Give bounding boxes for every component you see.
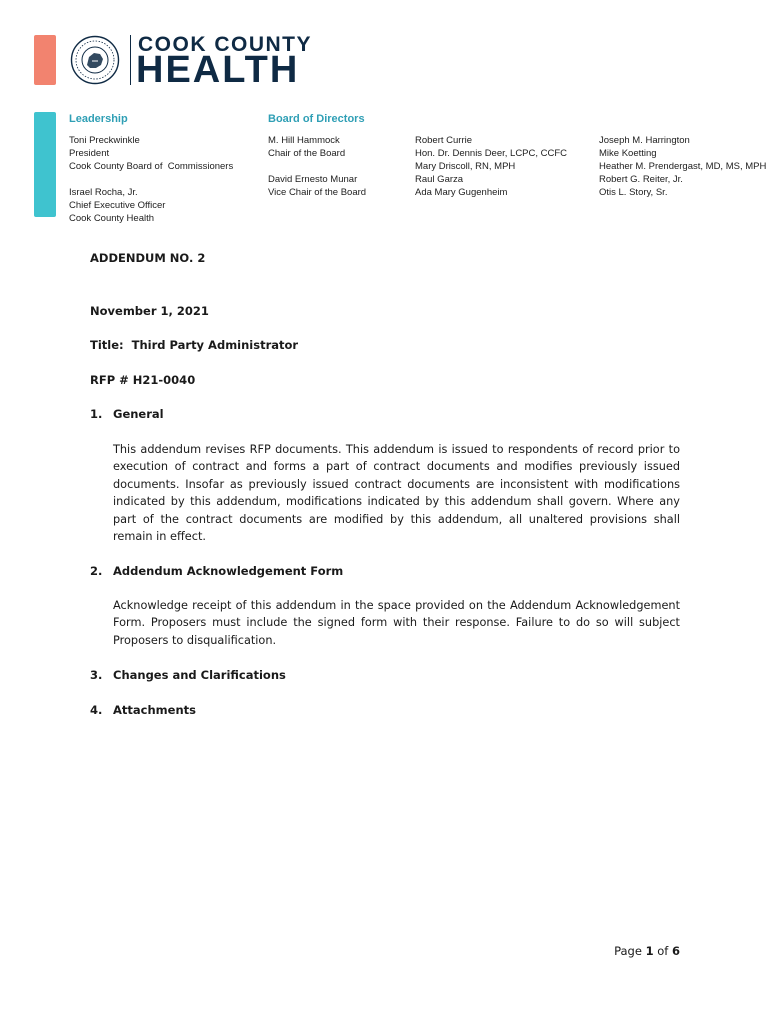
- of-label: of: [657, 944, 669, 958]
- document-title: Title: Third Party Administrator: [90, 338, 299, 352]
- board-member: Robert Currie: [415, 135, 473, 146]
- brand-name-top: COOK COUNTY: [138, 33, 312, 56]
- leader-line: Chief Executive Officer: [69, 200, 166, 211]
- section-title-attachments: Attachments: [113, 703, 196, 717]
- accent-bar-orange: [34, 35, 56, 85]
- total-pages: 6: [671, 944, 680, 958]
- brand-name-main: HEALTH: [136, 49, 300, 91]
- rfp-number: RFP # H21-0040: [90, 373, 196, 387]
- board-member: Vice Chair of the Board: [268, 187, 367, 198]
- leader-line: President: [69, 148, 110, 159]
- board-member: M. Hill Hammock: [268, 135, 340, 146]
- board-heading: Board of Directors: [268, 113, 365, 125]
- board-member: Hon. Dr. Dennis Deer, LCPC, CCFC: [415, 148, 568, 159]
- spacer: [69, 173, 233, 186]
- leadership-column: [69, 112, 233, 225]
- board-member: Otis L. Story, Sr.: [599, 187, 668, 198]
- addendum-number: ADDENDUM NO. 2: [90, 251, 206, 265]
- section-number: 1.: [90, 407, 103, 421]
- cook-county-seal-icon: [70, 35, 120, 85]
- section-title-acknowledgement: Addendum Acknowledgement Form: [113, 564, 344, 578]
- page-footer: [614, 944, 680, 958]
- section-number: 2.: [90, 564, 103, 578]
- board-member: David Ernesto Munar: [268, 174, 358, 185]
- leader-line: Cook County Board of Commissioners: [69, 161, 234, 172]
- section-number: 3.: [90, 668, 103, 682]
- page-label: Page: [614, 944, 642, 958]
- board-member: Ada Mary Gugenheim: [415, 187, 508, 198]
- board-member: Raul Garza: [415, 174, 464, 185]
- accent-bar-teal: [34, 112, 56, 217]
- logo-divider: [130, 35, 131, 85]
- board-member: Heather M. Prendergast, MD, MS, MPH: [599, 161, 767, 172]
- board-member: Mike Koetting: [599, 148, 657, 159]
- board-column-1: [268, 112, 366, 199]
- section-title-general: General: [113, 407, 164, 421]
- current-page: 1: [645, 944, 654, 958]
- section-title-changes: Changes and Clarifications: [113, 668, 286, 682]
- leader-line: Toni Preckwinkle: [69, 135, 140, 146]
- section-body-acknowledgement: Acknowledge receipt of this addendum in the space provided on the Addendum Acknowledgement Form. Proposers must include the signed form with their response. Failure to do so will subject Proposers to disqualification.: [113, 599, 680, 647]
- board-member: Robert G. Reiter, Jr.: [599, 174, 683, 185]
- board-member: Chair of the Board: [268, 148, 346, 159]
- section-body-general: This addendum revises RFP documents. This addendum is issued to respondents of record prior to execution of contract and forms a part of contract documents and modifies previously issued documents. Insofar as previously issued contract documents are inconsistent with modifications indicated by this addendum, modifications indicated by this addendum shall govern. Where any part of the contract documents are modified by this addendum, all unaltered provisions shall remain in effect.: [113, 443, 680, 544]
- document-date: November 1, 2021: [90, 304, 209, 318]
- section-number: 4.: [90, 703, 103, 717]
- leader-line: Israel Rocha, Jr.: [69, 187, 138, 198]
- leadership-heading: Leadership: [69, 113, 128, 125]
- leader-line: Cook County Health: [69, 213, 155, 224]
- spacer: [268, 160, 366, 173]
- board-member: Mary Driscoll, RN, MPH: [415, 161, 516, 172]
- board-column-3: [599, 134, 766, 199]
- board-member: Joseph M. Harrington: [599, 135, 690, 146]
- board-column-2: [415, 134, 567, 199]
